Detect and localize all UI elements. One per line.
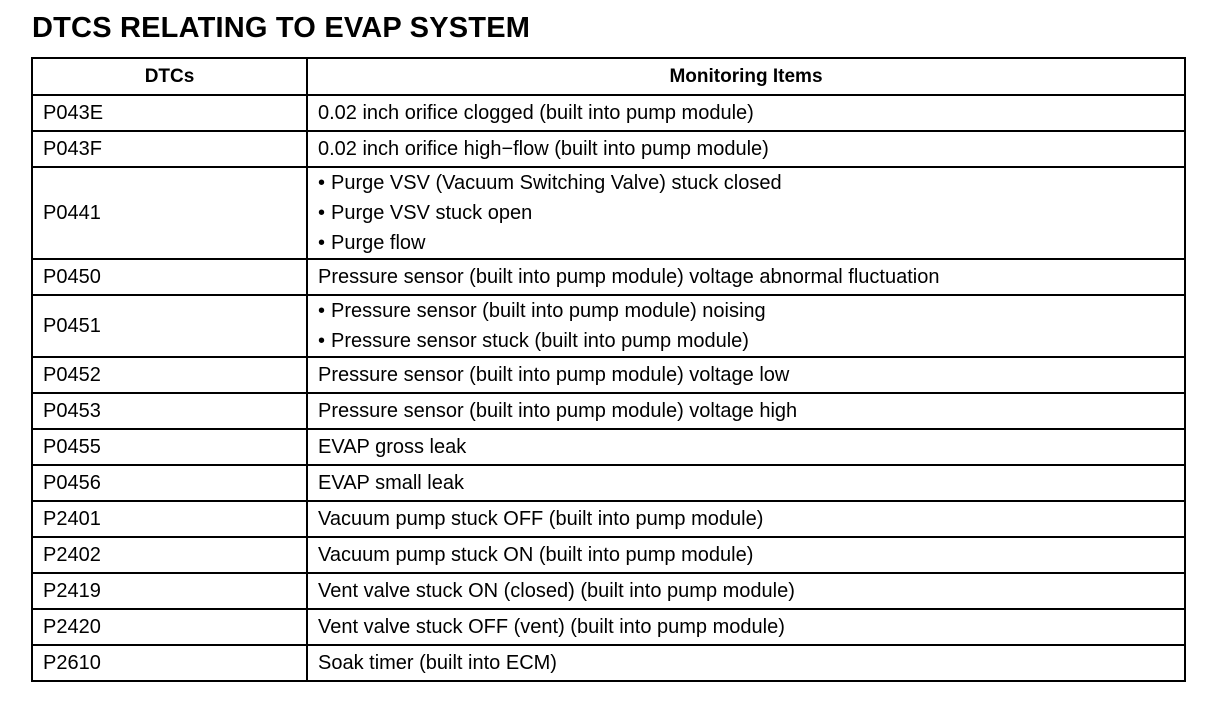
table-row bbox=[32, 609, 1185, 645]
monitoring-items-cell bbox=[307, 167, 1185, 259]
monitoring-item-text: Pressure sensor (built into pump module) noising bbox=[331, 300, 766, 322]
bullet-icon: • bbox=[318, 300, 326, 322]
table-row bbox=[32, 573, 1185, 609]
dtc-code-cell: P0455 bbox=[32, 429, 307, 465]
table-row bbox=[32, 167, 1185, 259]
monitoring-items-cell bbox=[307, 295, 1185, 357]
dtc-code-cell: P0451 bbox=[32, 295, 307, 357]
table-row bbox=[32, 259, 1185, 295]
dtc-code-cell: P2402 bbox=[32, 537, 307, 573]
table-row bbox=[32, 429, 1185, 465]
table-header-row bbox=[32, 58, 1185, 95]
monitoring-item bbox=[318, 326, 1174, 356]
monitoring-items-cell: Vacuum pump stuck ON (built into pump module) bbox=[307, 537, 1185, 573]
dtc-code-cell: P0452 bbox=[32, 357, 307, 393]
monitoring-items-cell: Vent valve stuck OFF (vent) (built into pump module) bbox=[307, 609, 1185, 645]
monitoring-items-cell: Pressure sensor (built into pump module) voltage abnormal fluctuation bbox=[307, 259, 1185, 295]
monitoring-item bbox=[318, 168, 1174, 198]
dtc-code-cell: P043F bbox=[32, 131, 307, 167]
table-row bbox=[32, 357, 1185, 393]
column-header-dtcs: DTCs bbox=[32, 58, 307, 95]
table-row bbox=[32, 537, 1185, 573]
bullet-icon: • bbox=[318, 232, 326, 254]
monitoring-items-cell: Pressure sensor (built into pump module) voltage high bbox=[307, 393, 1185, 429]
dtc-code-cell: P2419 bbox=[32, 573, 307, 609]
column-header-monitoring-items: Monitoring Items bbox=[307, 58, 1185, 95]
monitoring-items-cell: Pressure sensor (built into pump module) voltage low bbox=[307, 357, 1185, 393]
dtc-code-cell: P043E bbox=[32, 95, 307, 131]
monitoring-item-text: Pressure sensor stuck (built into pump module) bbox=[331, 330, 749, 352]
monitoring-item-text: Purge VSV (Vacuum Switching Valve) stuck closed bbox=[331, 172, 782, 194]
monitoring-item bbox=[318, 198, 1174, 228]
dtc-code-cell: P0450 bbox=[32, 259, 307, 295]
monitoring-item-text: Purge VSV stuck open bbox=[331, 202, 533, 224]
monitoring-items-cell: 0.02 inch orifice high−flow (built into pump module) bbox=[307, 131, 1185, 167]
dtc-code-cell: P2401 bbox=[32, 501, 307, 537]
table-row bbox=[32, 501, 1185, 537]
monitoring-item bbox=[318, 228, 1174, 258]
monitoring-items-cell: Vent valve stuck ON (closed) (built into pump module) bbox=[307, 573, 1185, 609]
monitoring-item bbox=[318, 296, 1174, 326]
bullet-icon: • bbox=[318, 330, 326, 352]
dtc-code-cell: P0453 bbox=[32, 393, 307, 429]
monitoring-items-cell: Soak timer (built into ECM) bbox=[307, 645, 1185, 681]
table-row bbox=[32, 131, 1185, 167]
monitoring-items-cell: EVAP small leak bbox=[307, 465, 1185, 501]
table-row bbox=[32, 295, 1185, 357]
dtc-code-cell: P2610 bbox=[32, 645, 307, 681]
table-row bbox=[32, 465, 1185, 501]
monitoring-item-text: Purge flow bbox=[331, 232, 426, 254]
table-body bbox=[32, 95, 1185, 681]
dtc-code-cell: P0456 bbox=[32, 465, 307, 501]
dtc-code-cell: P0441 bbox=[32, 167, 307, 259]
dtc-table bbox=[31, 57, 1186, 682]
dtc-code-cell: P2420 bbox=[32, 609, 307, 645]
bullet-icon: • bbox=[318, 202, 326, 224]
table-row bbox=[32, 95, 1185, 131]
bullet-icon: • bbox=[318, 172, 326, 194]
monitoring-items-cell: 0.02 inch orifice clogged (built into pump module) bbox=[307, 95, 1185, 131]
page-title: DTCS RELATING TO EVAP SYSTEM bbox=[32, 12, 531, 44]
table-row bbox=[32, 393, 1185, 429]
table-row bbox=[32, 645, 1185, 681]
monitoring-items-cell: EVAP gross leak bbox=[307, 429, 1185, 465]
monitoring-items-cell: Vacuum pump stuck OFF (built into pump module) bbox=[307, 501, 1185, 537]
